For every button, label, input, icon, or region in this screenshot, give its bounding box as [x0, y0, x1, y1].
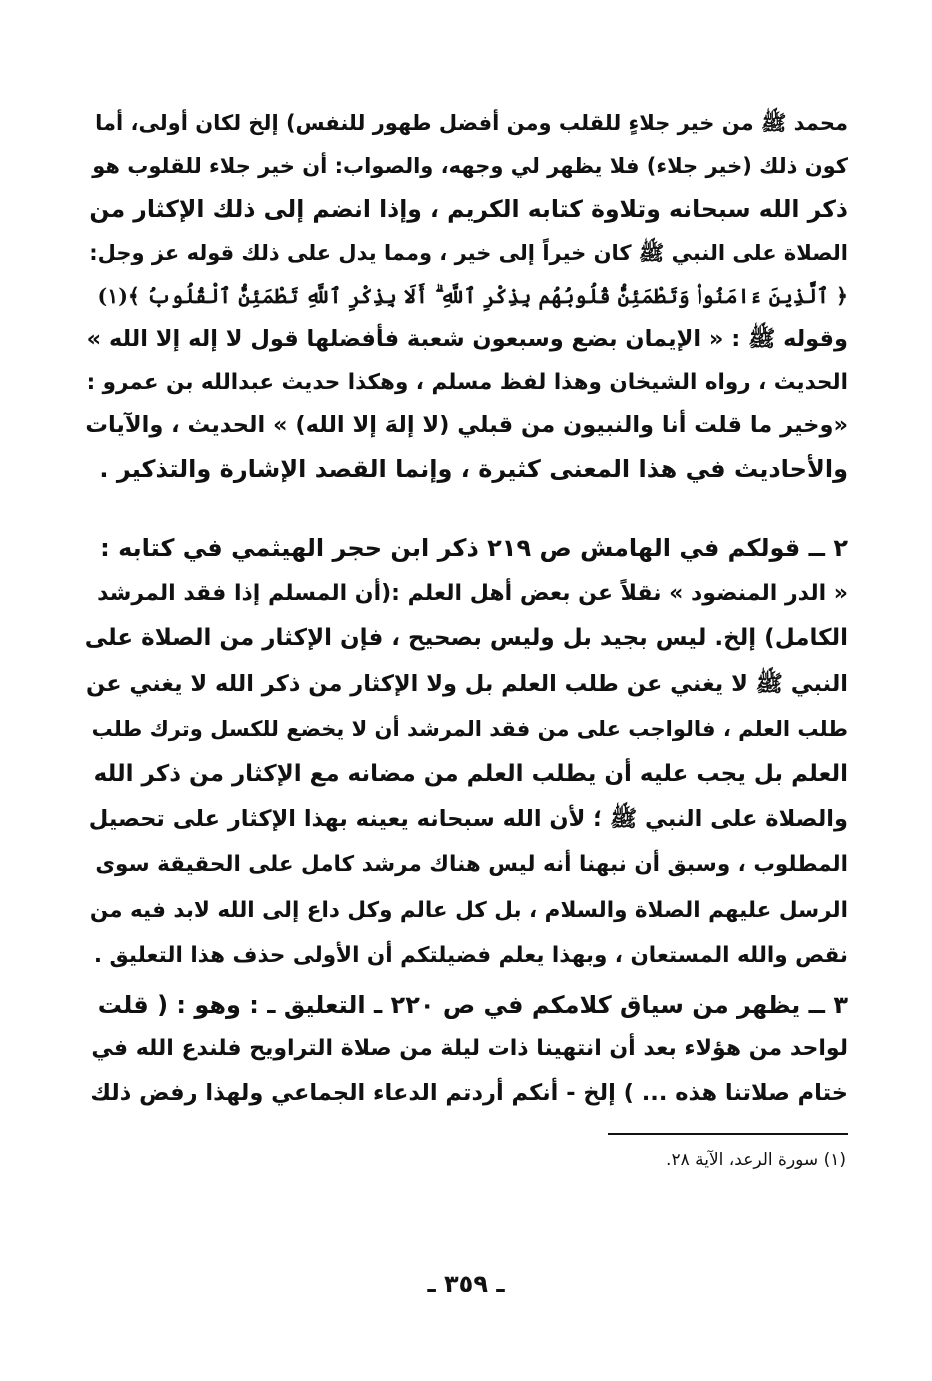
- page-number: ـ ٣٥٩ ـ: [427, 1270, 505, 1298]
- text-line: والأحاديث في هذا المعنى كثيرة ، وإنما القصد الإشارة والتذكير .: [99, 454, 848, 483]
- footnote: (١) سورة الرعد، الآية ٢٨.: [666, 1150, 846, 1170]
- text-line: ذكر الله سبحانه وتلاوة كتابه الكريم ، وإذا انضم إلى ذلك الإكثار من: [89, 195, 848, 224]
- text-line: «وخير ما قلت أنا والنبيون من قبلي (لا إلهَ إلا الله) » الحديث ، والآيات: [85, 412, 848, 439]
- text-line: الصلاة على النبي ﷺ كان خيراً إلى خير ، ومما يدل على ذلك قوله عز وجل:: [89, 240, 848, 265]
- text-line: ٣ ــ يظهر من سياق كلامكم في ص ٢٢٠ ـ التعليق ـ : وهو : ( قلت: [97, 991, 848, 1019]
- text-line: العلم بل يجب عليه أن يطلب العلم من مضانه مع الإكثار من ذكر الله: [93, 761, 848, 788]
- text-line: الكامل) إلخ. ليس بجيد بل وليس بصحيح ، فإن الإكثار من الصلاة على: [84, 625, 848, 652]
- text-line: كون ذلك (خير جلاء) فلا يظهر لي وجهه، والصواب: أن خير جلاء للقلوب هو: [92, 154, 848, 179]
- paragraph-1: [84, 102, 848, 491]
- text-line: ٢ ــ قولكم في الهامش ص ٢١٩ ذكر ابن حجر الهيثمي في كتابه :: [100, 534, 848, 562]
- text-line: نقص والله المستعان ، وبهذا يعلم فضيلتكم أن الأولى حذف هذا التعليق .: [93, 942, 848, 968]
- text-line: والصلاة على النبي ﷺ ؛ لأن الله سبحانه يعينه بهذا الإكثار على تحصيل: [88, 806, 848, 833]
- text-line: النبي ﷺ لا يغني عن طلب العلم بل ولا الإكثار من ذكر الله لا يغني عن: [85, 670, 848, 697]
- text-line: محمد ﷺ من خير جلاءٍ للقلب ومن أفضل طهور للنفس) إلخ لكان أولى، أما: [95, 111, 848, 135]
- quran-verse-line: ﴿ ٱلَّذِينَ ءَامَنُوا۟ وَتَطْمَئِنُّ قُلُوبُهُم بِذِكْرِ ٱللَّهِ ۗ أَلَا بِذِكْرِ ٱللَّهِ تَطْمَئِنُّ ٱلْقُلُوبُ ﴾(١): [97, 283, 848, 308]
- paragraph-2: [84, 526, 848, 978]
- text-line: الرسل عليهم الصلاة والسلام ، بل كل عالم وكل داع إلى الله لابد فيه من: [89, 897, 848, 923]
- paragraph-3: [84, 983, 848, 1115]
- text-line: طلب العلم ، فالواجب على من فقد المرشد أن لا يخضع للكسل وترك طلب: [91, 716, 848, 741]
- text-line: المطلوب ، وسبق أن نبهنا أنه ليس هناك مرشد كامل على الحقيقة سوى: [95, 852, 848, 878]
- text-line: الحديث ، رواه الشيخان وهذا لفظ مسلم ، وهكذا حديث عبدالله بن عمرو :: [86, 370, 848, 396]
- footnote-divider: [608, 1133, 848, 1135]
- text-line: وقوله ﷺ : « الإيمان بضع وسبعون شعبة فأفضلها قول لا إله إلا الله »: [86, 326, 848, 353]
- text-line: لواحد من هؤلاء بعد أن انتهينا ذات ليلة من صلاة التراويح فلندع الله في: [91, 1036, 848, 1061]
- text-line: ختام صلاتنا هذه ... ) إلخ - أنكم أردتم الدعاء الجماعي ولهذا رفض ذلك: [90, 1080, 848, 1106]
- text-line: « الدر المنضود » نقلاً عن بعض أهل العلم :(أن المسلم إذا فقد المرشد: [97, 581, 848, 607]
